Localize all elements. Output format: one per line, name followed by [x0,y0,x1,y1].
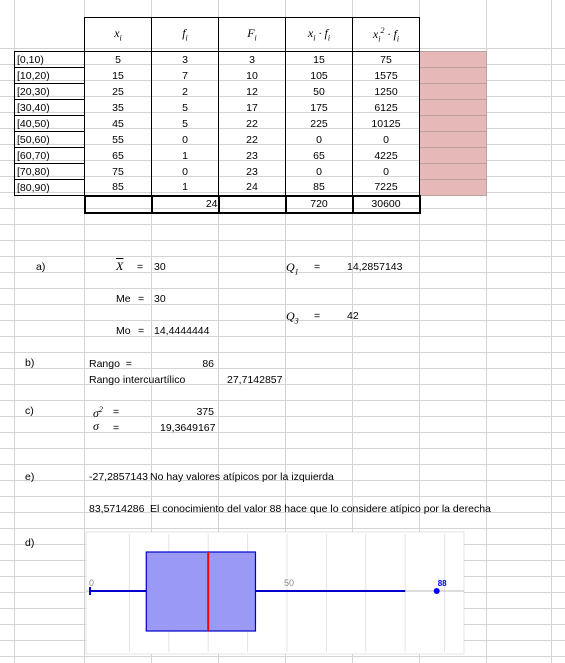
grid-row-line [0,224,565,225]
header-empty [420,18,487,52]
interval-cell: [20,30) [15,84,85,100]
highlight-cell [420,116,487,132]
total-cell [219,196,286,213]
table-row [15,116,487,132]
value-cell: 25 [85,84,152,100]
value-cell: 105 [286,68,353,84]
value-cell: 45 [85,116,152,132]
total-cell: 720 [286,196,353,213]
highlight-cell [420,132,487,148]
interval-cell: [40,50) [15,116,85,132]
value-cell: 1 [152,180,219,196]
q3-eq: = [314,310,321,322]
value-cell: 85 [85,180,152,196]
table-header-row [15,18,487,52]
table-row [15,68,487,84]
value-cell: 1575 [353,68,420,84]
value-cell: 75 [353,52,420,68]
totals-row [15,196,487,213]
grid-row-line [0,656,565,657]
header-cell: $f_i$ [152,18,219,52]
grid-row-line [0,352,565,353]
value-cell: 15 [286,52,353,68]
sd-value: 19,3649167 [160,422,216,434]
grid-row-line [0,256,565,257]
value-cell: 225 [286,116,353,132]
value-cell: 35 [85,100,152,116]
variance-value: 375 [196,406,214,418]
value-cell: 15 [85,68,152,84]
tick-label-50: 50 [284,578,295,588]
value-cell: 0 [286,164,353,180]
interval-cell: [10,20) [15,68,85,84]
table-row [15,84,487,100]
grid-row-line [0,464,565,465]
grid-row-line [0,320,565,321]
value-cell: 75 [85,164,152,180]
variance-symbol: $\sigma^2$ [93,405,103,420]
total-cell [85,196,152,213]
grid-row-line [0,336,565,337]
value-cell: 0 [286,132,353,148]
ri-value: 27,7142857 [227,374,283,386]
mean-symbol: $\overline{X}$ [116,259,124,273]
frequency-table [14,17,487,214]
mo-label: Mo [116,325,131,337]
table-row [15,164,487,180]
ri-label: Rango intercuartílico [89,374,186,386]
value-cell: 55 [85,132,152,148]
mean-eq: = [137,261,144,273]
outlier-label: 88 [437,579,447,588]
q1-value: 14,2857143 [347,261,403,273]
total-cell: 30600 [353,196,420,213]
grid-row-line [0,496,565,497]
variance-eq: = [113,406,120,418]
outlier-point [434,588,440,594]
grid-row-line [0,416,565,417]
sd-eq: = [113,422,120,434]
interval-cell: [80,90) [15,180,85,196]
value-cell: 10125 [353,116,420,132]
grid-row-line [0,432,565,433]
value-cell: 0 [152,164,219,180]
q3-value: 42 [347,310,359,322]
value-cell: 3 [219,52,286,68]
highlight-cell [420,68,487,84]
lower-fence-value: -27,2857143 [89,471,148,483]
grid-row-line [0,304,565,305]
value-cell: 5 [152,116,219,132]
value-cell: 12 [219,84,286,100]
highlight-cell [420,180,487,196]
value-cell: 22 [219,132,286,148]
value-cell: 1 [152,148,219,164]
label-e: e) [25,471,35,483]
highlight-cell [420,148,487,164]
q1-eq: = [314,261,321,273]
interval-cell: [70,80) [15,164,85,180]
table-row [15,132,487,148]
boxplot-chart [0,528,565,656]
tick-label-0: 0 [89,578,95,588]
value-cell: 175 [286,100,353,116]
totals-empty [15,196,85,213]
value-cell: 23 [219,164,286,180]
header-empty [15,18,85,52]
grid-row-line [0,368,565,369]
me-value: 30 [154,293,166,305]
label-a: a) [36,261,46,273]
q1-symbol: $Q_1$ [286,260,299,277]
value-cell: 5 [152,100,219,116]
highlight-cell [420,52,487,68]
q3-symbol: $Q_3$ [286,309,299,326]
grid-row-line [0,384,565,385]
interval-cell: [50,60) [15,132,85,148]
value-cell: 2 [152,84,219,100]
sd-symbol: σ [93,419,99,433]
grid-row-line [0,272,565,273]
value-cell: 85 [286,180,353,196]
highlight-cell [420,164,487,180]
value-cell: 65 [85,148,152,164]
value-cell: 7225 [353,180,420,196]
value-cell: 50 [286,84,353,100]
mean-value: 30 [154,261,166,273]
table-row [15,100,487,116]
header-cell: $x_i \cdot f_i$ [286,18,353,52]
value-cell: 17 [219,100,286,116]
grid-row-line [0,448,565,449]
interquartile-box [146,552,255,631]
value-cell: 0 [353,164,420,180]
chart-background [86,532,464,654]
highlight-cell [420,84,487,100]
value-cell: 0 [353,132,420,148]
me-eq: = [138,293,145,305]
grid-row-line [0,240,565,241]
rango-label: Rango = [89,358,132,370]
value-cell: 24 [219,180,286,196]
label-b: b) [25,357,35,369]
upper-fence-text: El conocimiento del valor 88 hace que lo considere atípico por la derecha [150,503,491,515]
interval-cell: [60,70) [15,148,85,164]
header-cell: $x_i$ [85,18,152,52]
me-label: Me [116,293,131,305]
value-cell: 0 [152,132,219,148]
highlight-cell [420,100,487,116]
value-cell: 7 [152,68,219,84]
table-row [15,52,487,68]
value-cell: 5 [85,52,152,68]
interval-cell: [30,40) [15,100,85,116]
value-cell: 65 [286,148,353,164]
upper-fence-value: 83,5714286 [89,503,145,515]
value-cell: 6125 [353,100,420,116]
value-cell: 3 [152,52,219,68]
total-cell: 24 [152,196,219,213]
lower-fence-text: No hay valores atípicos por la izquierda [150,471,334,483]
value-cell: 10 [219,68,286,84]
grid-row-line [0,288,565,289]
header-cell: $F_i$ [219,18,286,52]
table-row [15,148,487,164]
value-cell: 4225 [353,148,420,164]
mo-eq: = [138,325,145,337]
value-cell: 22 [219,116,286,132]
interval-cell: [0,10) [15,52,85,68]
value-cell: 1250 [353,84,420,100]
label-c: c) [25,405,34,417]
label-d: d) [25,537,35,549]
mo-value: 14,4444444 [154,325,210,337]
value-cell: 23 [219,148,286,164]
rango-value: 86 [202,358,214,370]
header-cell: $x_i^2 \cdot f_i$ [353,18,420,52]
table-row [15,180,487,196]
grid-row-line [0,400,565,401]
